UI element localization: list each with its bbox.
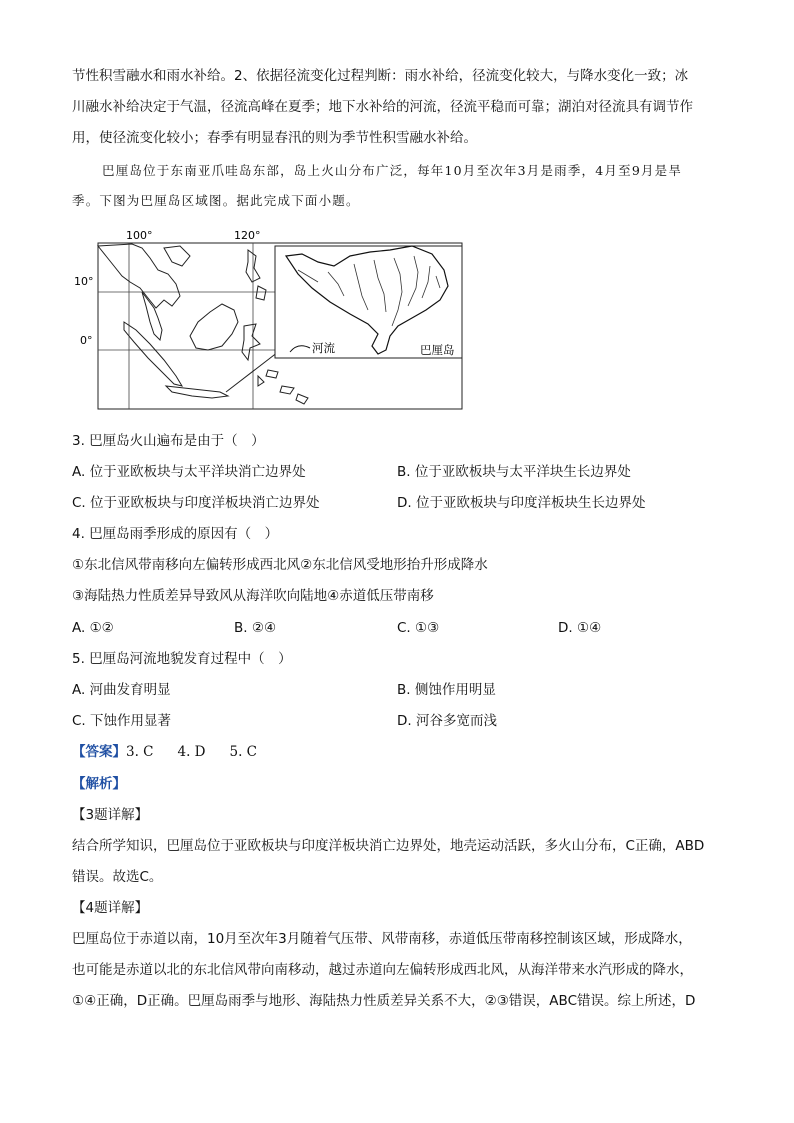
- bali-label: 巴厘岛: [420, 343, 455, 357]
- detail-line: 巴厘岛位于赤道以南，10月至次年3月随着气压带、风带南移，赤道低压带南移控制该区域，形成降水，: [72, 931, 692, 947]
- lat-label-0: 0°: [80, 334, 93, 347]
- option-c[interactable]: C. ①③: [397, 620, 440, 636]
- answer-label: 【答案】: [72, 744, 126, 760]
- option-a[interactable]: A. 河曲发育明显: [72, 682, 171, 698]
- answer-line: [72, 742, 257, 762]
- answer-q4: 4. D: [177, 744, 206, 760]
- question-stem: 3. 巴厘岛火山遍布是由于（ ）: [72, 433, 265, 449]
- option-b[interactable]: B. 侧蚀作用明显: [397, 682, 496, 698]
- question-stem: 5. 巴厘岛河流地貌发育过程中（ ）: [72, 651, 292, 667]
- statement-line: ①东北信风带南移向左偏转形成西北风②东北信风受地形抬升形成降水: [72, 557, 488, 573]
- lon-label-100: 100°: [126, 229, 153, 242]
- intro-line: 季。下图为巴厘岛区域图。据此完成下面小题。: [72, 193, 360, 208]
- option-d[interactable]: D. 河谷多宽而浅: [397, 713, 497, 729]
- question-stem: 4. 巴厘岛雨季形成的原因有（ ）: [72, 526, 279, 542]
- detail-line: ①④正确，D正确。巴厘岛雨季与地形、海陆热力性质差异关系不大，②③错误，ABC错误。综上所述，D: [72, 993, 696, 1009]
- option-b[interactable]: B. ②④: [234, 620, 277, 636]
- detail-line: 也可能是赤道以北的东北信风带向南移动，越过赤道向左偏转形成西北风，从海洋带来水汽形成的降水，: [72, 962, 693, 978]
- option-d[interactable]: D. 位于亚欧板块与印度洋板块生长边界处: [397, 495, 646, 511]
- option-c[interactable]: C. 下蚀作用显著: [72, 713, 172, 729]
- detail-title: 【4题详解】: [72, 900, 149, 916]
- option-a[interactable]: A. ①②: [72, 620, 114, 636]
- lon-label-120: 120°: [234, 229, 261, 242]
- lat-label-10: 10°: [74, 275, 94, 288]
- text-line: 用，使径流变化较小；春季有明显春汛的则为季节性积雪融水补给。: [72, 130, 477, 146]
- detail-line: 结合所学知识，巴厘岛位于亚欧板块与印度洋板块消亡边界处，地壳运动活跃，多火山分布，C正确，ABD: [72, 838, 705, 854]
- detail-line: 错误。故选C。: [72, 869, 163, 885]
- option-a[interactable]: A. 位于亚欧板块与太平洋块消亡边界处: [72, 464, 306, 480]
- text-line: 川融水补给决定于气温，径流高峰在夏季；地下水补给的河流，径流平稳而可靠；湖泊对径流具有调节作: [72, 99, 693, 115]
- detail-title: 【3题详解】: [72, 807, 149, 823]
- inset-frame: [275, 246, 462, 358]
- answer-q3: 3. C: [126, 744, 154, 760]
- legend-river-label: 河流: [312, 341, 335, 355]
- text-line: 节性积雪融水和雨水补给。2、依据径流变化过程判断：雨水补给，径流变化较大，与降水变化一致；冰: [72, 68, 689, 84]
- statement-line: ③海陆热力性质差异导致风从海洋吹向陆地④赤道低压带南移: [72, 588, 434, 604]
- bali-region-map: [72, 226, 467, 412]
- option-b[interactable]: B. 位于亚欧板块与太平洋块生长边界处: [397, 464, 631, 480]
- option-d[interactable]: D. ①④: [558, 620, 602, 636]
- intro-line: 巴厘岛位于东南亚爪哇岛东部，岛上火山分布广泛，每年10月至次年3月是雨季，4月至9月是旱: [102, 163, 683, 178]
- answer-q5: 5. C: [229, 744, 258, 760]
- option-c[interactable]: C. 位于亚欧板块与印度洋板块消亡边界处: [72, 495, 320, 511]
- analysis-label: 【解析】: [72, 776, 126, 792]
